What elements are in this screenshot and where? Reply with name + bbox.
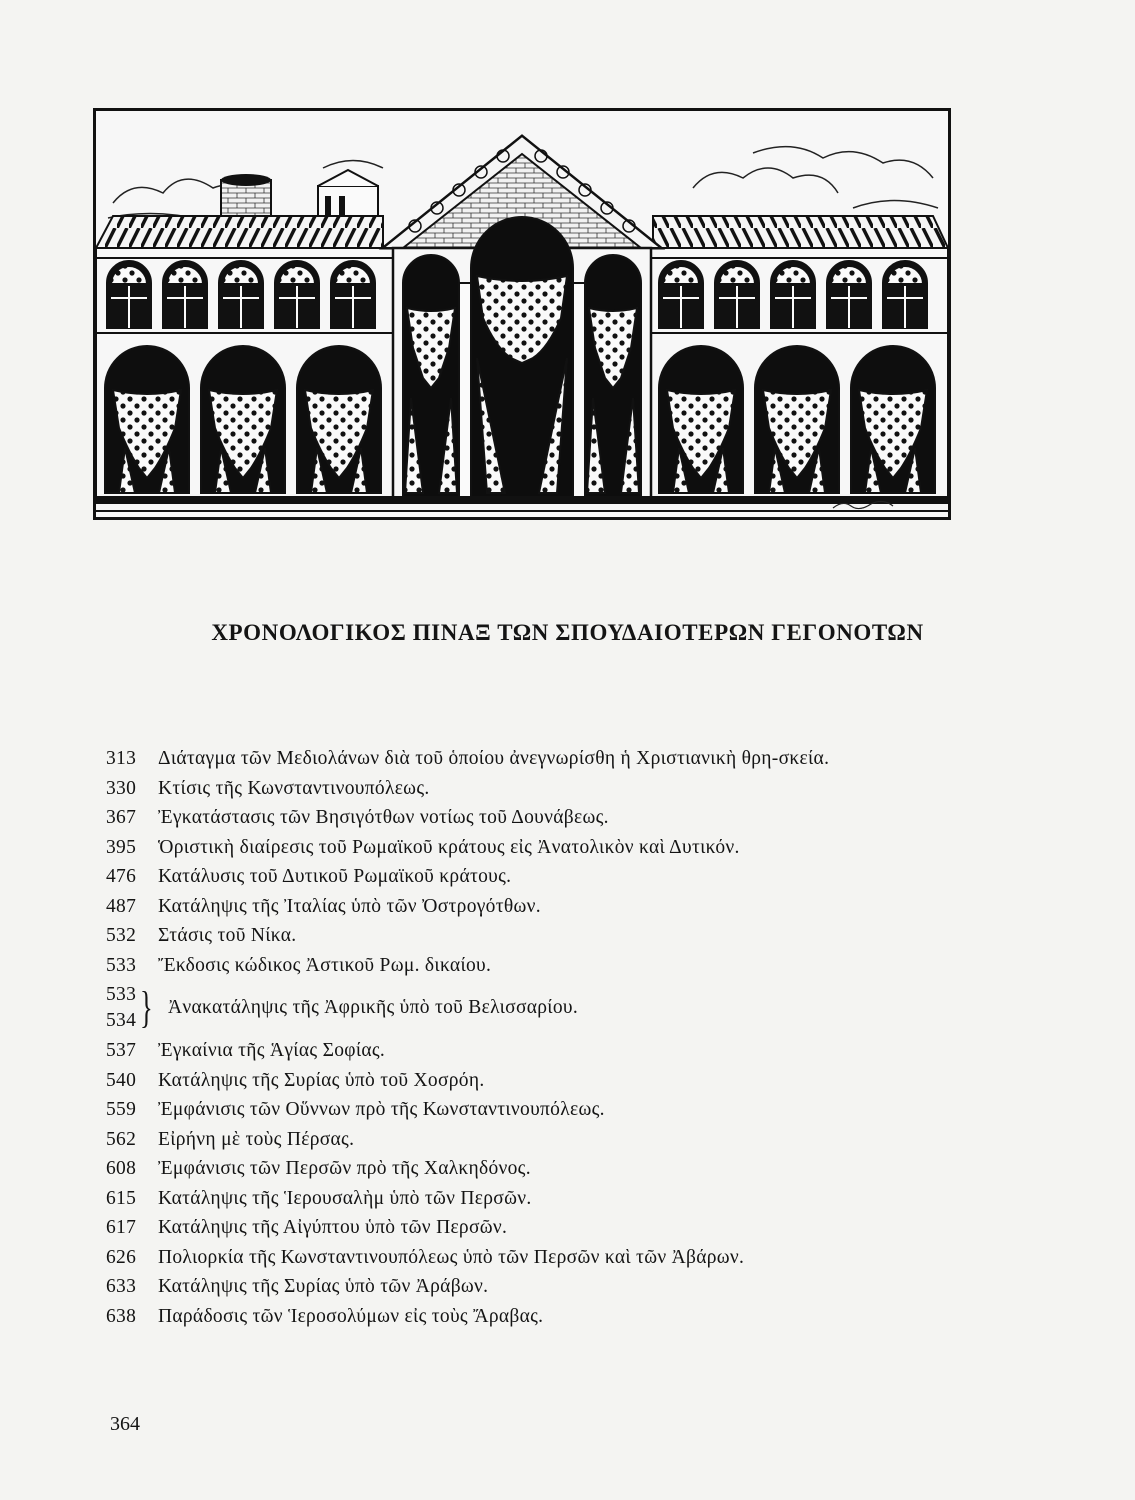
byzantine-palace-illustration — [93, 108, 951, 520]
entry-year: 633 — [106, 1276, 137, 1297]
entry-year: 608 — [106, 1158, 137, 1179]
entry-text: Κτίσις τῆς Κωνσταντινουπόλεως. — [158, 777, 430, 799]
entry-text: Παράδοσις τῶν Ἱεροσολύμων εἰς τοὺς Ἄραβας. — [158, 1305, 544, 1327]
entry-text: Πολιορκία τῆς Κωνσταντινουπόλεως ὑπὸ τῶν Περσῶν καὶ τῶν Ἀβάρων. — [158, 1246, 745, 1268]
entry-year-from: 533 — [106, 984, 137, 1005]
entry-year: 476 — [106, 866, 137, 887]
entry-year: 638 — [106, 1305, 137, 1327]
list-item — [106, 1036, 966, 1066]
entry-text: Κατάληψις τῆς Ἱερουσαλὴμ ὑπὸ τῶν Περσῶν. — [158, 1187, 532, 1209]
list-item — [106, 833, 966, 863]
list-item — [106, 951, 966, 981]
list-item — [106, 1066, 966, 1096]
list-item — [106, 862, 966, 892]
entry-year: 313 — [106, 748, 137, 769]
entry-year: 532 — [106, 925, 137, 946]
page-number: 364 — [110, 1413, 140, 1435]
entry-year: 626 — [106, 1246, 137, 1268]
entry-text: Ἐμφάνισις τῶν Οὕννων πρὸ τῆς Κωνσταντινουπόλεως. — [158, 1099, 605, 1120]
chronology-list — [106, 744, 966, 1331]
list-item — [106, 774, 966, 804]
entry-year: 487 — [106, 895, 137, 917]
entry-year: 367 — [106, 807, 137, 828]
entry-year: 559 — [106, 1099, 137, 1120]
list-item — [106, 1095, 966, 1125]
entry-year-to: 534 — [106, 1010, 137, 1031]
list-item — [106, 921, 966, 951]
entry-year: 533 — [106, 954, 137, 976]
entry-text: Στάσις τοῦ Νίκα. — [158, 925, 297, 946]
brace-icon: } — [140, 983, 153, 1032]
entry-text: Εἰρήνη μὲ τοὺς Πέρσας. — [158, 1128, 355, 1150]
list-item — [106, 1213, 966, 1243]
entry-text: Ἔκδοσις κώδικος Ἀστικοῦ Ρωμ. δικαίου. — [158, 954, 492, 976]
entry-text: Διάταγμα τῶν Μεδιολάνων διὰ τοῦ ὁποίου ἀνεγνωρίσθη ἡ Χριστιανικὴ θρη-σκεία. — [158, 748, 830, 769]
entry-year: 330 — [106, 777, 137, 799]
list-item — [106, 803, 966, 833]
list-item — [106, 1302, 966, 1332]
list-item — [106, 1125, 966, 1155]
entry-year: 615 — [106, 1187, 137, 1209]
entry-text: Κατάλυσις τοῦ Δυτικοῦ Ρωμαϊκοῦ κράτους. — [158, 866, 512, 887]
entry-year: 395 — [106, 836, 137, 858]
entry-year-range — [106, 982, 140, 1034]
range-list-item — [106, 980, 966, 1036]
entry-text: Κατάληψις τῆς Συρίας ὑπὸ τῶν Ἀράβων. — [158, 1276, 489, 1297]
list-item — [106, 1184, 966, 1214]
entry-text: Κατάληψις τῆς Συρίας ὑπὸ τοῦ Χοσρόη. — [158, 1069, 485, 1091]
list-item — [106, 1272, 966, 1302]
list-item — [106, 744, 966, 774]
entry-year: 540 — [106, 1069, 137, 1091]
entry-year: 537 — [106, 1040, 137, 1061]
page-title: ΧΡΟΝΟΛΟΓΙΚΟΣ ΠΙΝΑΞ ΤΩΝ ΣΠΟΥΔΑΙΟΤΕΡΩΝ ΓΕΓΟΝΟΤΩΝ — [211, 620, 924, 645]
entry-text: Ἀνακατάληψις τῆς Ἀφρικῆς ὑπὸ τοῦ Βελισσαρίου. — [168, 997, 579, 1018]
entry-text: Ἐγκατάστασις τῶν Βησιγότθων νοτίως τοῦ Δουνάβεως. — [158, 807, 609, 828]
entry-year: 617 — [106, 1217, 137, 1238]
entry-text: Κατάληψις τῆς Ἰταλίας ὑπὸ τῶν Ὀστρογότθων. — [158, 895, 541, 917]
entry-year: 562 — [106, 1128, 137, 1150]
list-item — [106, 1243, 966, 1273]
entry-text: Ἐγκαίνια τῆς Ἁγίας Σοφίας. — [158, 1040, 386, 1061]
list-item — [106, 892, 966, 922]
list-item — [106, 1154, 966, 1184]
entry-text: Ἐμφάνισις τῶν Περσῶν πρὸ τῆς Χαλκηδόνος. — [158, 1158, 531, 1179]
entry-text: Ὁριστικὴ διαίρεσις τοῦ Ρωμαϊκοῦ κράτους εἰς Ἀνατολικὸν καὶ Δυτικόν. — [158, 836, 740, 858]
entry-text: Κατάληψις τῆς Αἰγύπτου ὑπὸ τῶν Περσῶν. — [158, 1217, 508, 1238]
